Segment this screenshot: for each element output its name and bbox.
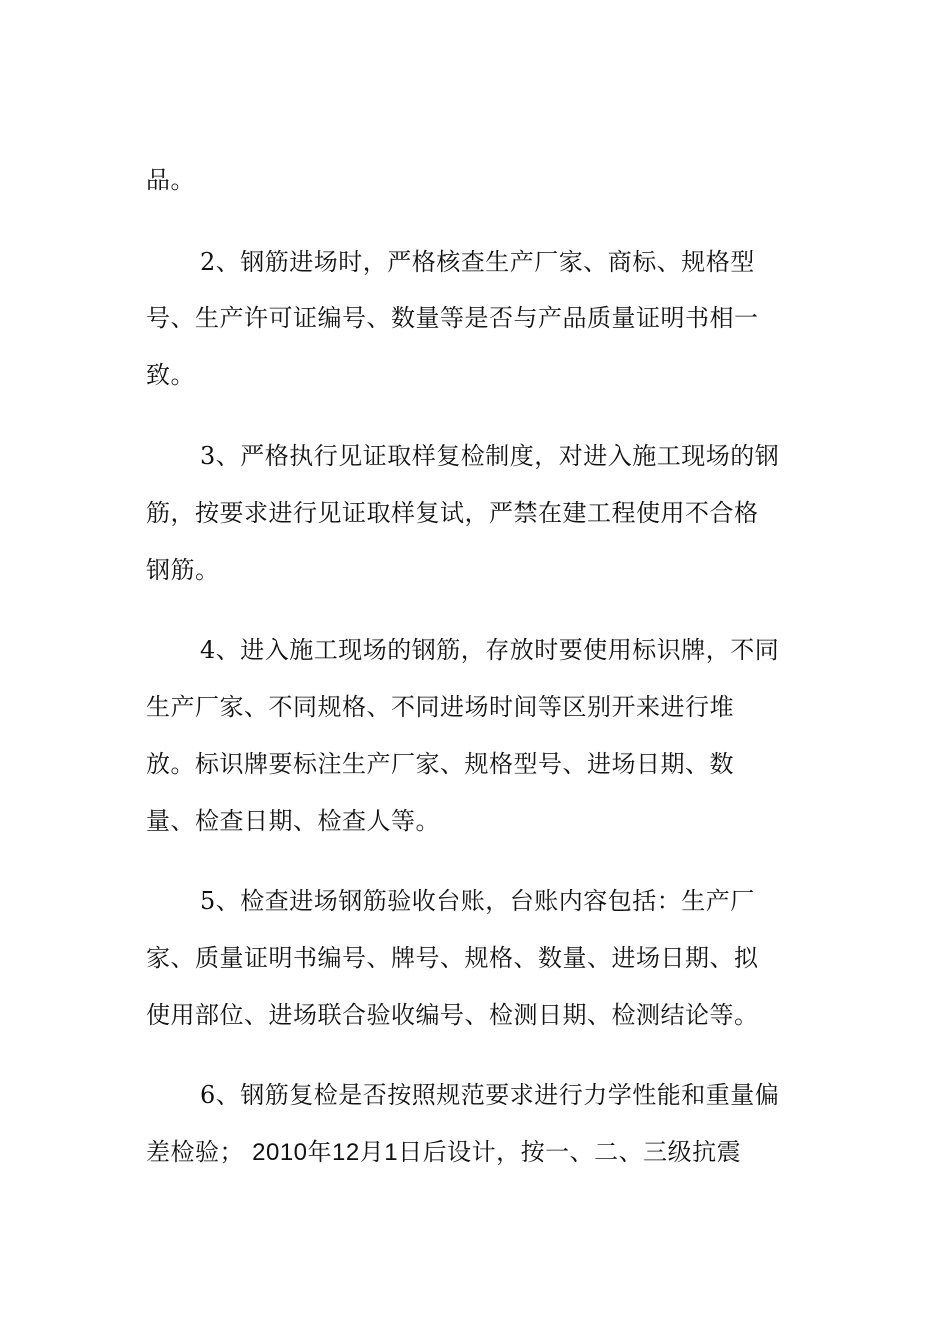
text-line: 使用部位、进场联合验收编号、检测日期、检测结论等。: [146, 1001, 759, 1029]
year-number: 2010: [252, 1139, 308, 1166]
text-segment: 日后设计，按一、二、三级抗震: [398, 1138, 742, 1166]
text-segment: 月: [359, 1138, 385, 1166]
text-line: 6、钢筋复检是否按照规范要求进行力学性能和重量偏: [200, 1081, 780, 1109]
day-number: 1: [384, 1139, 399, 1166]
text-segment: 年: [307, 1138, 333, 1166]
text-line: 生产厂家、不同规格、不同进场时间等区别开来进行堆: [146, 693, 734, 721]
month-number: 12: [332, 1139, 360, 1166]
text-line: 3、严格执行见证取样复检制度，对进入施工现场的钢: [200, 442, 780, 470]
text-line: 号、生产许可证编号、数量等是否与产品质量证明书相一: [146, 304, 759, 332]
text-line: 量、检查日期、检查人等。: [146, 807, 440, 835]
text-line: 致。: [146, 361, 195, 389]
text-line: 钢筋。: [146, 556, 220, 584]
text-line: 筋，按要求进行见证取样复试，严禁在建工程使用不合格: [146, 499, 759, 527]
text-line: 放。标识牌要标注生产厂家、规格型号、进场日期、数: [146, 750, 734, 778]
text-line: 品。: [146, 166, 195, 194]
text-line: 5、检查进场钢筋验收台账，台账内容包括：生产厂: [200, 887, 755, 915]
text-line: 家、质量证明书编号、牌号、规格、数量、进场日期、拟: [146, 944, 759, 972]
text-line: [146, 1137, 741, 1168]
text-line: 4、进入施工现场的钢筋，存放时要使用标识牌，不同: [200, 636, 780, 664]
text-line: 2、钢筋进场时，严格核查生产厂家、商标、规格型: [200, 248, 755, 276]
text-segment: 差检验；: [146, 1138, 244, 1166]
